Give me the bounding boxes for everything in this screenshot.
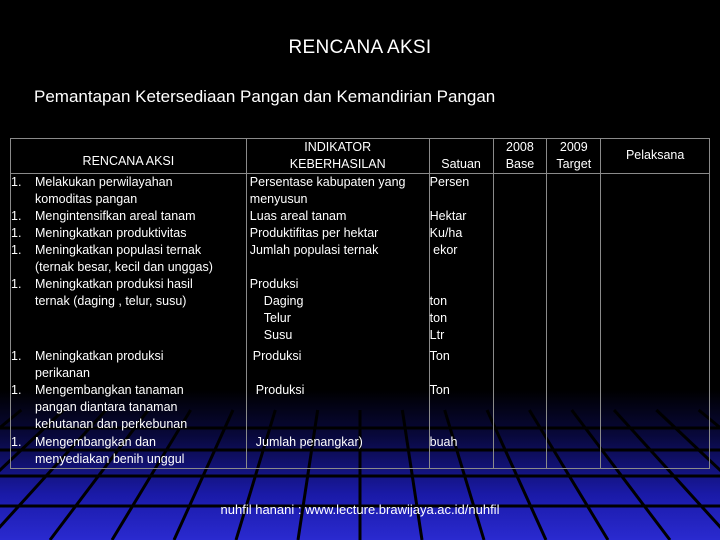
unit-text [430,416,493,433]
item-number: 1. [11,277,22,291]
header-2008-base [493,139,547,174]
unit-text: ton [429,294,448,308]
indicator-text: Susu [263,328,293,342]
action-item-continuation: menyediakan benih unggul [35,452,185,466]
action-item-continuation: pangan diantara tanaman [35,400,178,414]
action-item-continuation: (ternak besar, kecil dan unggas) [35,260,213,274]
unit-text: ekor [429,243,458,257]
indicator-text [250,259,429,276]
indicator-text: menyusun [249,192,308,206]
satuan-column [429,174,493,469]
pelaksana-column [601,174,710,469]
header-label: RENCANA AKSI [82,153,175,168]
header-label: 2009 [559,140,588,154]
indicator-text: Produksi [249,277,299,291]
indicator-text: Persentase kabupaten yang [249,175,406,189]
action-plan-table [10,138,710,469]
item-number: 1. [11,383,22,397]
action-item [11,348,246,365]
item-text: Mengintensifkan areal tanam [35,209,196,223]
base-2008-column [493,174,547,469]
indicator-text: Produksi [255,383,305,397]
unit-text: Ltr [429,328,445,342]
slide-footer: nuhfil hanani : www.lecture.brawijaya.ac.id/nuhfil [220,502,500,517]
unit-text [430,259,493,276]
item-number: 1. [11,349,22,363]
action-item-continuation: komoditas pangan [35,192,138,206]
action-item [11,208,246,225]
action-item [11,382,246,399]
action-item [11,276,246,293]
unit-text: Hektar [429,209,467,223]
item-text: Meningkatkan populasi ternak [35,243,202,257]
indicator-text: Daging [263,294,304,308]
slide-title: RENCANA AKSI [288,37,432,58]
item-text: Mengembangkan tanaman [35,383,184,397]
header-2009-target [547,139,601,174]
item-number: 1. [11,226,22,240]
header-label: Satuan [441,157,481,171]
unit-text: Ton [429,349,450,363]
header-indikator [246,139,429,174]
target-2009-column [547,174,601,469]
indicator-text: Jumlah penangkar) [255,435,363,449]
indicator-text: Produktifitas per hektar [249,226,379,240]
indicator-text [250,451,429,468]
indicator-text [250,399,429,416]
unit-text: buah [429,435,458,449]
header-rencana-aksi [11,139,247,174]
unit-text [430,365,493,382]
slide-subtitle: Pemantapan Ketersediaan Pangan dan Kemandirian Pangan [34,87,496,106]
action-item [11,225,246,242]
item-number: 1. [11,435,22,449]
unit-text: Ton [429,383,450,397]
header-pelaksana [601,139,710,174]
action-item-continuation: ternak (daging , telur, susu) [35,294,187,308]
unit-text [430,191,493,208]
table-body-row [11,174,710,469]
table-header-row [11,139,710,174]
unit-text [430,451,493,468]
indicator-text: Produksi [252,349,302,363]
action-item [11,242,246,259]
indicator-text: Telur [263,311,291,325]
item-text: Meningkatkan produksi hasil [35,277,193,291]
header-label: Base [505,157,535,171]
unit-text [430,399,493,416]
indicator-text: Jumlah populasi ternak [249,243,379,257]
indikator-column [246,174,429,469]
action-item-continuation [11,327,246,344]
item-text: Melakukan perwilayahan [35,175,173,189]
item-text: Mengembangkan dan [35,435,156,449]
indicator-text: Luas areal tanam [249,209,347,223]
action-item [11,434,246,451]
unit-text: ton [429,311,448,325]
header-label: 2008 [506,140,534,154]
header-label: KEBERHASILAN [289,157,386,171]
header-satuan [429,139,493,174]
header-label: Pelaksana [625,148,685,162]
indicator-text [250,365,429,382]
item-text: Meningkatkan produksi [35,349,164,363]
aksi-column [11,174,247,469]
action-item-continuation: kehutanan dan perkebunan [35,417,188,431]
unit-text: Ku/ha [429,226,463,240]
action-item-continuation [11,310,246,327]
item-number: 1. [11,243,22,257]
item-number: 1. [11,209,22,223]
header-label: INDIKATOR [304,140,372,154]
header-label: Target [556,157,592,171]
unit-text: Persen [429,175,470,189]
action-item-continuation: perikanan [35,366,90,380]
indicator-text [250,416,429,433]
unit-text [430,276,493,293]
item-text: Meningkatkan produktivitas [35,226,187,240]
action-item [11,174,246,191]
item-number: 1. [11,175,22,189]
